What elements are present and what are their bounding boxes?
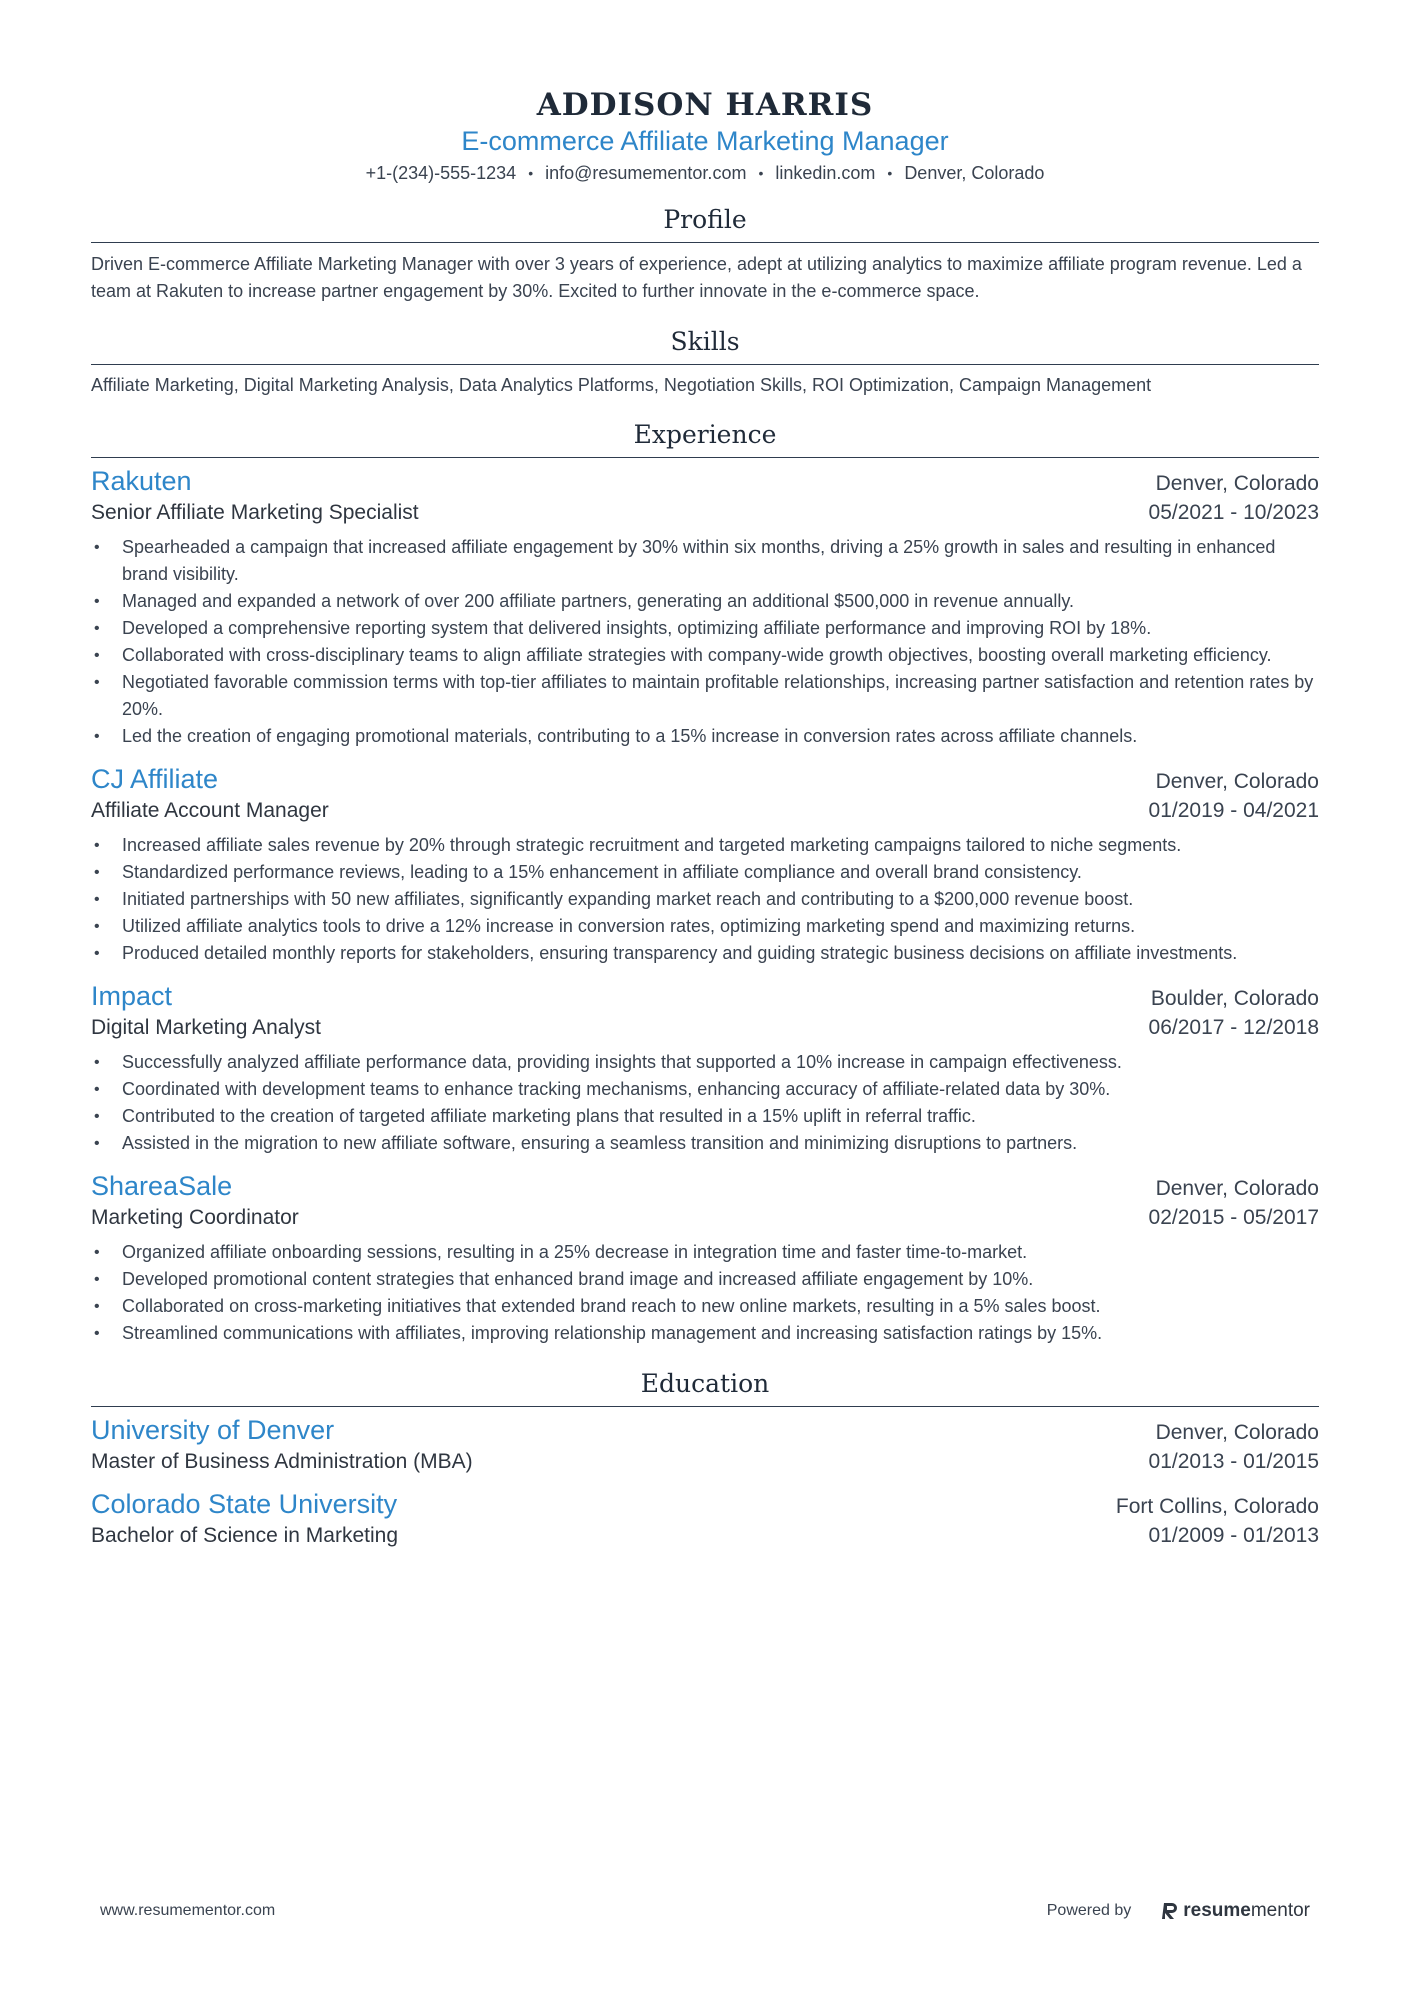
brand-name-rest: mentor xyxy=(1250,1900,1310,1921)
education-entry xyxy=(91,1413,1319,1477)
section-divider xyxy=(91,242,1319,243)
job-entry xyxy=(91,464,1319,750)
job-bullet: • Spearheaded a campaign that increased affiliate engagement by 30% within six months, driving a 25% growth in sales and resulting in enhanced brand visibility. xyxy=(91,534,1319,588)
job-bullet: • Collaborated with cross-disciplinary teams to align affiliate strategies with company-wide growth objectives, boosting overall marketing efficiency. xyxy=(91,642,1319,669)
job-bullets xyxy=(91,1049,1319,1157)
job-bullet: • Standardized performance reviews, leading to a 15% enhancement in affiliate compliance and overall brand consistency. xyxy=(91,859,1319,886)
job-location: Denver, Colorado xyxy=(1155,1177,1319,1200)
job-bullet: • Led the creation of engaging promotional materials, contributing to a 15% increase in conversion rates across affiliate channels. xyxy=(91,723,1319,750)
job-dates: 05/2021 - 10/2023 xyxy=(1148,501,1319,524)
job-entry xyxy=(91,1169,1319,1347)
education-section xyxy=(91,1368,1319,1551)
contact-phone: +1-(234)-555-1234 xyxy=(365,163,517,183)
job-bullet: • Streamlined communications with affiliates, improving relationship management and increasing satisfaction ratings by 15%. xyxy=(91,1320,1319,1347)
footer-url[interactable]: www.resumementor.com xyxy=(100,1902,276,1919)
job-bullet: • Contributed to the creation of targeted affiliate marketing plans that resulted in a 15% uplift in referral traffic. xyxy=(91,1103,1319,1130)
job-bullet: • Coordinated with development teams to enhance tracking mechanisms, enhancing accuracy of affiliate-related data by 30%. xyxy=(91,1076,1319,1103)
job-bullet: • Negotiated favorable commission terms with top-tier affiliates to maintain profitable relationships, increasing partner satisfaction and retention rates by 20%. xyxy=(91,669,1319,723)
school-dates: 01/2013 - 01/2015 xyxy=(1148,1450,1319,1473)
education-entry xyxy=(91,1487,1319,1551)
profile-text: Driven E-commerce Affiliate Marketing Manager with over 3 years of experience, adept at utilizing analytics to maximize affiliate program revenue. Led a team at Rakuten to increase partner engagement by 30%. Excited to further innovate in the e-commerce space. xyxy=(91,254,1302,301)
candidate-role: E-commerce Affiliate Marketing Manager xyxy=(461,126,949,156)
job-title: Marketing Coordinator xyxy=(91,1206,299,1229)
contact-linkedin[interactable]: linkedin.com xyxy=(775,163,876,183)
skills-text: Affiliate Marketing, Digital Marketing Analysis, Data Analytics Platforms, Negotiation Skills, ROI Optimization, Campaign Management xyxy=(91,375,1152,395)
job-company: ShareaSale xyxy=(91,1171,233,1201)
job-title: Senior Affiliate Marketing Specialist xyxy=(91,501,419,524)
job-dates: 02/2015 - 05/2017 xyxy=(1148,1206,1319,1229)
page-footer xyxy=(0,1896,1410,1926)
separator-dot: • xyxy=(528,165,534,181)
section-divider xyxy=(91,1406,1319,1407)
footer-branding xyxy=(1047,1900,1310,1922)
school-name: University of Denver xyxy=(91,1415,335,1445)
school-location: Fort Collins, Colorado xyxy=(1115,1495,1319,1518)
contact-line xyxy=(91,160,1319,186)
section-title-experience: Experience xyxy=(633,420,777,449)
brand-name-bold: resume xyxy=(1183,1900,1251,1921)
separator-dot: • xyxy=(758,165,764,181)
school-dates: 01/2009 - 01/2013 xyxy=(1148,1524,1319,1547)
school-degree: Bachelor of Science in Marketing xyxy=(91,1524,398,1547)
section-divider xyxy=(91,457,1319,458)
job-location: Boulder, Colorado xyxy=(1150,987,1319,1010)
job-bullet: • Successfully analyzed affiliate performance data, providing insights that supported a 10% increase in campaign effectiveness. xyxy=(91,1049,1319,1076)
experience-section xyxy=(91,419,1319,1347)
resume-header xyxy=(91,0,1319,186)
job-title: Affiliate Account Manager xyxy=(91,799,329,822)
section-title-skills: Skills xyxy=(670,327,740,356)
job-title: Digital Marketing Analyst xyxy=(91,1016,321,1039)
job-bullet: • Organized affiliate onboarding sessions, resulting in a 25% decrease in integration time and faster time-to-market. xyxy=(91,1239,1319,1266)
job-bullet: • Produced detailed monthly reports for stakeholders, ensuring transparency and guiding strategic business decisions on affiliate investments. xyxy=(91,940,1319,967)
job-bullet: • Collaborated on cross-marketing initiatives that extended brand reach to new online markets, resulting in a 5% sales boost. xyxy=(91,1293,1319,1320)
school-name: Colorado State University xyxy=(91,1489,398,1519)
contact-email[interactable]: info@resumementor.com xyxy=(545,163,747,183)
job-bullet: • Increased affiliate sales revenue by 20% through strategic recruitment and targeted marketing campaigns tailored to niche segments. xyxy=(91,832,1319,859)
job-entry xyxy=(91,979,1319,1157)
job-dates: 06/2017 - 12/2018 xyxy=(1148,1016,1319,1039)
job-bullet: • Developed promotional content strategies that enhanced brand image and increased affiliate engagement by 10%. xyxy=(91,1266,1319,1293)
job-company: Impact xyxy=(91,981,173,1011)
separator-dot: • xyxy=(887,165,893,181)
school-degree: Master of Business Administration (MBA) xyxy=(91,1450,473,1473)
section-title-education: Education xyxy=(640,1369,770,1398)
job-bullets xyxy=(91,832,1319,967)
job-bullets xyxy=(91,534,1319,750)
school-location: Denver, Colorado xyxy=(1155,1421,1319,1444)
job-dates: 01/2019 - 04/2021 xyxy=(1148,799,1319,822)
skills-section xyxy=(91,326,1319,399)
job-bullet: • Assisted in the migration to new affiliate software, ensuring a seamless transition and minimizing disruptions to partners. xyxy=(91,1130,1319,1157)
contact-location: Denver, Colorado xyxy=(904,163,1045,183)
job-company: CJ Affiliate xyxy=(91,764,219,794)
job-bullets xyxy=(91,1239,1319,1347)
job-company: Rakuten xyxy=(91,466,192,496)
job-bullet: • Initiated partnerships with 50 new affiliates, significantly expanding market reach and contributing to a $200,000 revenue boost. xyxy=(91,886,1319,913)
resumementor-logo-icon xyxy=(1161,1901,1179,1921)
job-location: Denver, Colorado xyxy=(1155,472,1319,495)
candidate-name: ADDISON HARRIS xyxy=(536,87,874,123)
job-bullet: • Managed and expanded a network of over 200 affiliate partners, generating an additional $500,000 in revenue annually. xyxy=(91,588,1319,615)
job-entry xyxy=(91,762,1319,967)
section-title-profile: Profile xyxy=(663,205,747,234)
job-bullet: • Utilized affiliate analytics tools to drive a 12% increase in conversion rates, optimizing marketing spend and maximizing returns. xyxy=(91,913,1319,940)
brand-logo[interactable] xyxy=(1161,1900,1310,1922)
profile-section xyxy=(91,204,1319,305)
powered-by-label: Powered by xyxy=(1046,1902,1132,1919)
job-location: Denver, Colorado xyxy=(1155,770,1319,793)
section-divider xyxy=(91,364,1319,365)
job-bullet: • Developed a comprehensive reporting system that delivered insights, optimizing affiliate performance and improving ROI by 18%. xyxy=(91,615,1319,642)
